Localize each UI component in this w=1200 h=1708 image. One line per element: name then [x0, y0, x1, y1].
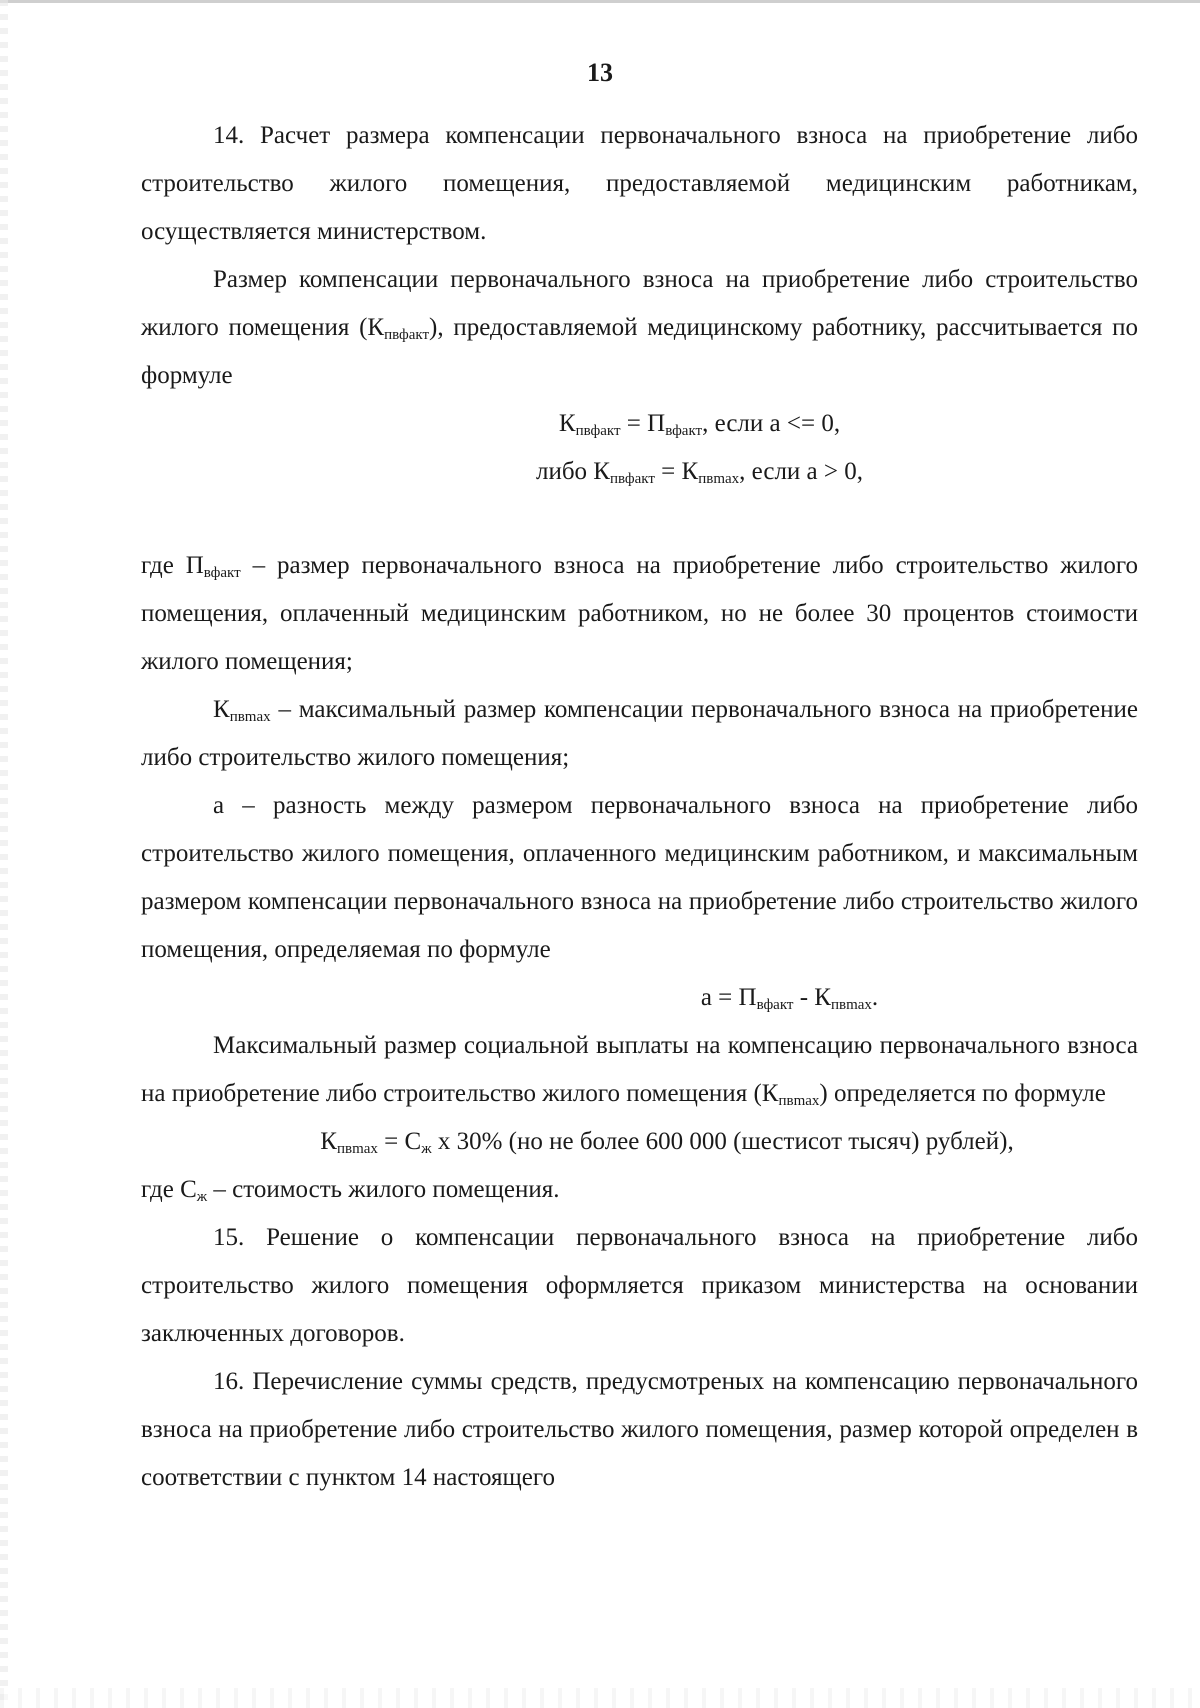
- formula-k-pvfakt-case2: либо $К_{пвфакт} = К_{пвmax}$, если а > 0,: [535, 458, 864, 487]
- scan-top-edge: [0, 0, 1200, 3]
- scan-left-edge: [0, 0, 8, 1708]
- definition-k-pvmax: $К_{пвmax}$ – максимальный размер компенсации первоначального взноса на приобретение либо строительство жилого помещения;: [141, 696, 1138, 771]
- paragraph-16: 16. Перечисление суммы средств, предусмотреных на компенсацию первоначального взноса на приобретение либо строительство жилого помещения, размер которой определен в соответствии с пунктом 14 настоящего: [141, 1368, 1138, 1491]
- document-body: [141, 112, 1138, 1502]
- page-number: 13: [587, 58, 613, 87]
- paragraph-max: Максимальный размер социальной выплаты на компенсацию первоначального взноса на приобретение либо строительство жилого помещения $(К_{пвmax})$ определяется по формуле: [141, 1032, 1138, 1109]
- definition-p-vfakt: где $П_{вфакт}$ – размер первоначального взноса на приобретение либо строительство жилого помещения, оплаченный медицинским работником, но не более 30 процентов стоимости жилого помещения;: [141, 552, 1138, 675]
- scan-bottom-edge: [0, 1688, 1200, 1708]
- formula-k-pvfakt-case1: $К_{пвфакт} = П_{вфакт}$, если а <= 0,: [558, 410, 841, 439]
- formula-k-pvmax: $К_{пвmax} = С_ж$ х 30% (но не более 600 000 (шестисот тысяч) рублей),: [320, 1128, 1014, 1157]
- formula-a: $а = П_{вфакт} - К_{пвmax}$.: [700, 984, 879, 1013]
- definition-c-zh: где $С_ж$ – стоимость жилого помещения.: [141, 1176, 560, 1205]
- spacer: [141, 496, 1138, 542]
- definition-a: а – разность между размером первоначального взноса на приобретение либо строительство жилого помещения, оплаченного медицинским работником, и максимальным размером компенсации первоначального взноса на приобретение либо строительство жилого помещения, определяемая по формуле: [141, 792, 1138, 963]
- paragraph-15: 15. Решение о компенсации первоначального взноса на приобретение либо строительство жилого помещения оформляется приказом министерства на основании заключенных договоров.: [141, 1224, 1138, 1347]
- paragraph-14: 14. Расчет размера компенсации первоначального взноса на приобретение либо строительство жилого помещения, предоставляемой медицинским работникам, осуществляется министерством.: [141, 122, 1138, 245]
- paragraph-size: Размер компенсации первоначального взноса на приобретение либо строительство жилого помещения $(К_{пвфакт})$, предоставляемой медицинскому работнику, рассчитывается по формуле: [141, 266, 1138, 389]
